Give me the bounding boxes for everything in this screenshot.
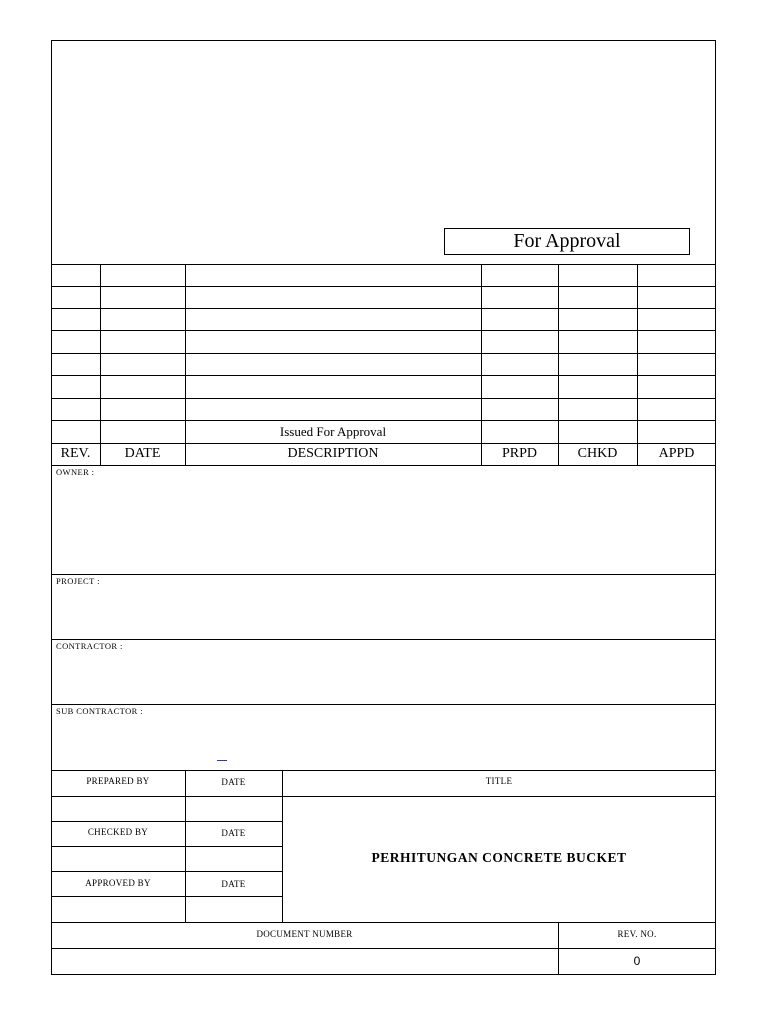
header-chkd: CHKD bbox=[577, 446, 618, 461]
document-number-label: DOCUMENT NUMBER bbox=[256, 929, 353, 939]
header-appd: APPD bbox=[658, 446, 695, 461]
title-label: TITLE bbox=[485, 776, 513, 786]
revision-description: Issued For Approval bbox=[279, 424, 387, 439]
sub-contractor-label: SUB CONTRACTOR : bbox=[56, 706, 144, 716]
header-prpd: PRPD bbox=[501, 446, 538, 461]
header-date: DATE bbox=[124, 446, 161, 461]
approved-by-label: APPROVED BY bbox=[85, 878, 151, 888]
prepared-by-label: PREPARED BY bbox=[86, 776, 150, 786]
blue-mark bbox=[217, 760, 227, 761]
document-title: PERHITUNGAN CONCRETE BUCKET bbox=[371, 850, 627, 865]
rev-number: 0 bbox=[633, 954, 641, 968]
checked-by-label: CHECKED BY bbox=[87, 827, 149, 837]
contractor-label: CONTRACTOR : bbox=[56, 641, 123, 651]
header-rev: REV. bbox=[60, 446, 91, 461]
approval-stamp: For Approval bbox=[444, 228, 690, 255]
approved-date-label: DATE bbox=[221, 879, 246, 889]
header-description: DESCRIPTION bbox=[287, 446, 379, 461]
rev-no-label: REV. NO. bbox=[617, 929, 657, 939]
owner-label: OWNER : bbox=[56, 467, 95, 477]
checked-date-label: DATE bbox=[221, 828, 246, 838]
prepared-date-label: DATE bbox=[221, 777, 246, 787]
project-label: PROJECT : bbox=[56, 576, 100, 586]
